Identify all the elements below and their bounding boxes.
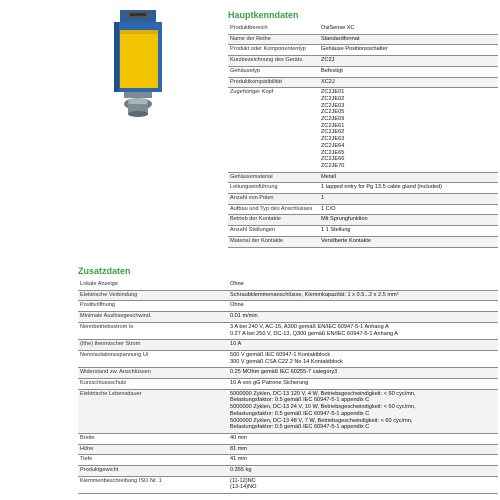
spec-value-line: Belastungsfaktor: 0.5 gemäß IEC 60947-5-1 appendix C xyxy=(230,424,370,431)
spec-value-line: ZC2JE09 xyxy=(321,116,345,123)
spec-value-line: ZC2JE02 xyxy=(321,95,345,102)
spec-value-line: 1 xyxy=(321,195,325,202)
spec-value-line: Belastungsfaktor: 0.5 gemäß IEC 60947-5-1 appendix C xyxy=(230,397,370,404)
table-row xyxy=(228,236,498,247)
spec-value xyxy=(319,183,498,194)
table-row xyxy=(228,204,498,215)
spec-key: Aufbau und Typ des Anschlusses xyxy=(228,204,319,215)
spec-value xyxy=(228,350,498,367)
table-row xyxy=(228,183,498,194)
spec-value xyxy=(319,204,498,215)
spec-value-line: 0.27 A bei 250 V, DC-13, Q300 gemäß EN/IEC 60947-5-1 Anhang A xyxy=(230,330,399,337)
spec-value xyxy=(319,215,498,226)
table-row xyxy=(78,368,498,379)
spec-value-line: Standardformat xyxy=(321,35,360,42)
table-row xyxy=(78,466,498,477)
spec-value xyxy=(319,66,498,77)
table-row xyxy=(228,172,498,183)
spec-value-line: ZC2JE62 xyxy=(321,129,345,136)
spec-value xyxy=(228,379,498,390)
spec-value-line: 81 mm xyxy=(230,445,248,452)
spec-value-line: 5000000 Zyklen, DC-13 24 V, 10 W, Betriebsgeschwindigkeit: < 60 cyc/mn, xyxy=(230,404,416,411)
spec-value-line: 1 C/O xyxy=(321,205,336,212)
spec-key: Zugehöriger Kopf xyxy=(228,88,319,172)
table-row xyxy=(78,350,498,367)
table-row xyxy=(78,280,498,290)
spec-value-line: 1 1 Stellung xyxy=(321,227,351,234)
spec-value-line: ZC2JE05 xyxy=(321,109,345,116)
spec-key: Kurzbezeichnung des Geräts xyxy=(228,56,319,67)
spec-value-line: 10 A xyxy=(230,341,242,348)
table-row xyxy=(228,56,498,67)
spec-value xyxy=(228,466,498,477)
spec-value xyxy=(228,368,498,379)
spec-value xyxy=(319,194,498,205)
spec-key: Betrieb der Kontakte xyxy=(228,215,319,226)
spec-value-line: (13-14)NO xyxy=(230,484,257,491)
spec-value-line: 300 V gemäß CSA C22.2 No 14 Kontaktblock xyxy=(230,358,343,365)
table-row xyxy=(228,88,498,172)
spec-value-line: 1 tapped entry for Pg 13.5 cable gland (included) xyxy=(321,184,442,191)
spec-key: Nennbetriebsstrom Ie xyxy=(78,322,228,339)
table-row xyxy=(78,312,498,323)
table-row xyxy=(228,226,498,237)
table-row xyxy=(78,301,498,312)
spec-key: Höhe xyxy=(78,444,228,455)
spec-value-line: Versilberte Kontakte xyxy=(321,237,372,244)
spec-value-line: 500 V gemäß IEC 60947-1 Kontaktblock xyxy=(230,351,331,358)
spec-value xyxy=(228,433,498,444)
spec-key: Lokale Anzeige xyxy=(78,280,228,290)
main-specs-table xyxy=(228,24,498,248)
table-row xyxy=(78,433,498,444)
table-row xyxy=(78,379,498,390)
table-row xyxy=(228,215,498,226)
spec-key: Klemmenbeschreibung ISO Nr. 1 xyxy=(78,476,228,493)
spec-value-line: ZC2JE61 xyxy=(321,122,345,129)
spec-value xyxy=(319,24,498,34)
table-row xyxy=(228,194,498,205)
spec-key: Anzahl Stellungen xyxy=(228,226,319,237)
spec-key: Material der Kontakte xyxy=(228,236,319,247)
spec-key: Elektrische Verbindung xyxy=(78,290,228,301)
spec-value-line: (11-12)NC xyxy=(230,477,256,484)
spec-key: Gehäusetyp xyxy=(228,66,319,77)
spec-value xyxy=(228,340,498,351)
spec-key: Anzahl von Polen xyxy=(228,194,319,205)
table-row xyxy=(78,290,498,301)
spec-value-line: 0.355 kg xyxy=(230,467,252,474)
spec-value xyxy=(228,389,498,433)
spec-value-line: Befestigt xyxy=(321,67,343,74)
spec-value-line: Metall xyxy=(321,173,336,180)
spec-value xyxy=(228,322,498,339)
table-row xyxy=(228,24,498,34)
spec-value-line: ZC2JE66 xyxy=(321,156,345,163)
spec-key: (Ithe) thermischer Strom xyxy=(78,340,228,351)
spec-value-line: ZC2JE63 xyxy=(321,136,345,143)
table-row xyxy=(78,444,498,455)
main-specs-title: Hauptkenndaten xyxy=(228,10,299,20)
spec-key: Gehäusematerial xyxy=(228,172,319,183)
spec-value xyxy=(319,56,498,67)
spec-key: Produktkompatibilität xyxy=(228,77,319,88)
spec-key: Produkt oder Komponententyp xyxy=(228,45,319,56)
spec-key: Minimale Auslösegeschwind. xyxy=(78,312,228,323)
spec-value xyxy=(228,280,498,290)
spec-value xyxy=(319,88,498,172)
spec-value-line: 40 mm xyxy=(230,434,248,441)
table-row xyxy=(228,45,498,56)
spec-key: Elektrische Lebensdauer xyxy=(78,389,228,433)
table-row xyxy=(78,340,498,351)
spec-key: Kurzschlussschutz xyxy=(78,379,228,390)
spec-key: Produktbereich xyxy=(228,24,319,34)
spec-key: Breite xyxy=(78,433,228,444)
spec-value xyxy=(228,455,498,466)
spec-value-line: OsiSense XC xyxy=(321,25,355,31)
spec-value-line: Belastungsfaktor: 0.5 gemäß IEC 60947-5-1 appendix C xyxy=(230,410,370,417)
spec-key: Produktgewicht xyxy=(78,466,228,477)
spec-value xyxy=(228,290,498,301)
spec-key: Nennisolationsspannung Ui xyxy=(78,350,228,367)
spec-value-line: XC2J xyxy=(321,78,335,85)
spec-value xyxy=(319,236,498,247)
spec-value xyxy=(228,312,498,323)
spec-value-line: 5000000 Zyklen, DC-13 48 V, 7 W, Betriebsgeschwindigkeit: < 60 cyc/mn, xyxy=(230,417,413,424)
spec-value-line: 0.01 m/min xyxy=(230,313,258,320)
spec-value-line: ZC2JE70 xyxy=(321,162,345,169)
spec-value-line: 41 mm xyxy=(230,456,248,463)
spec-value-line: Ohne xyxy=(230,281,244,287)
switch-cover xyxy=(120,30,158,88)
spec-key: Tiefe xyxy=(78,455,228,466)
table-row xyxy=(78,389,498,433)
spec-value-line: 3 A bei 240 V, AC-15, A300 gemäß EN/IEC 60947-5-1 Anhang A xyxy=(230,323,389,330)
spec-value-line: 10 A von gG Patrone Sicherung xyxy=(230,380,309,387)
spec-value-line: Schraubklemmenanschlüsse, Klemmkapazität: 1 x 0.5...2 x 2.5 mm² xyxy=(230,291,399,298)
extra-specs-title: Zusatzdaten xyxy=(78,266,131,276)
spec-key: Name der Reihe xyxy=(228,34,319,45)
spec-value xyxy=(319,34,498,45)
table-row xyxy=(228,77,498,88)
spec-value xyxy=(319,226,498,237)
spec-value xyxy=(228,476,498,493)
spec-value-line: ZC2JE03 xyxy=(321,102,345,109)
extra-specs-table xyxy=(78,280,498,494)
spec-key: Leitungseinführung xyxy=(228,183,319,194)
spec-value xyxy=(228,301,498,312)
spec-value xyxy=(228,444,498,455)
spec-value-line: 0.25 MOhm gemäß IEC 60255-7 category3 xyxy=(230,369,338,376)
table-row xyxy=(228,34,498,45)
spec-value-line: Gehäuse Positionsschalter xyxy=(321,46,388,53)
limit-switch-housing-image xyxy=(108,8,168,120)
product-image xyxy=(108,8,168,120)
spec-key: Widerstand zw. Anschlüssen xyxy=(78,368,228,379)
table-row xyxy=(78,322,498,339)
spec-value-line: ZC2J xyxy=(321,57,335,64)
table-row xyxy=(78,455,498,466)
spec-value xyxy=(319,77,498,88)
spec-value-line: ZC2JE65 xyxy=(321,149,345,156)
table-row xyxy=(228,66,498,77)
spec-value-line: 5000000 Zyklen, DC-13 120 V, 4 W, Betriebsgeschwindigkeit: < 60 cyc/mn, xyxy=(230,390,416,397)
spec-value-line: Mit Sprungfunktion xyxy=(321,216,368,223)
spec-value-line: Ohne xyxy=(230,302,244,309)
spec-value-line: ZC2JE64 xyxy=(321,142,345,149)
spec-value-line: ZC2JE01 xyxy=(321,89,345,96)
spec-key: Positivöffnung xyxy=(78,301,228,312)
table-row xyxy=(78,476,498,493)
spec-value xyxy=(319,45,498,56)
spec-value xyxy=(319,172,498,183)
